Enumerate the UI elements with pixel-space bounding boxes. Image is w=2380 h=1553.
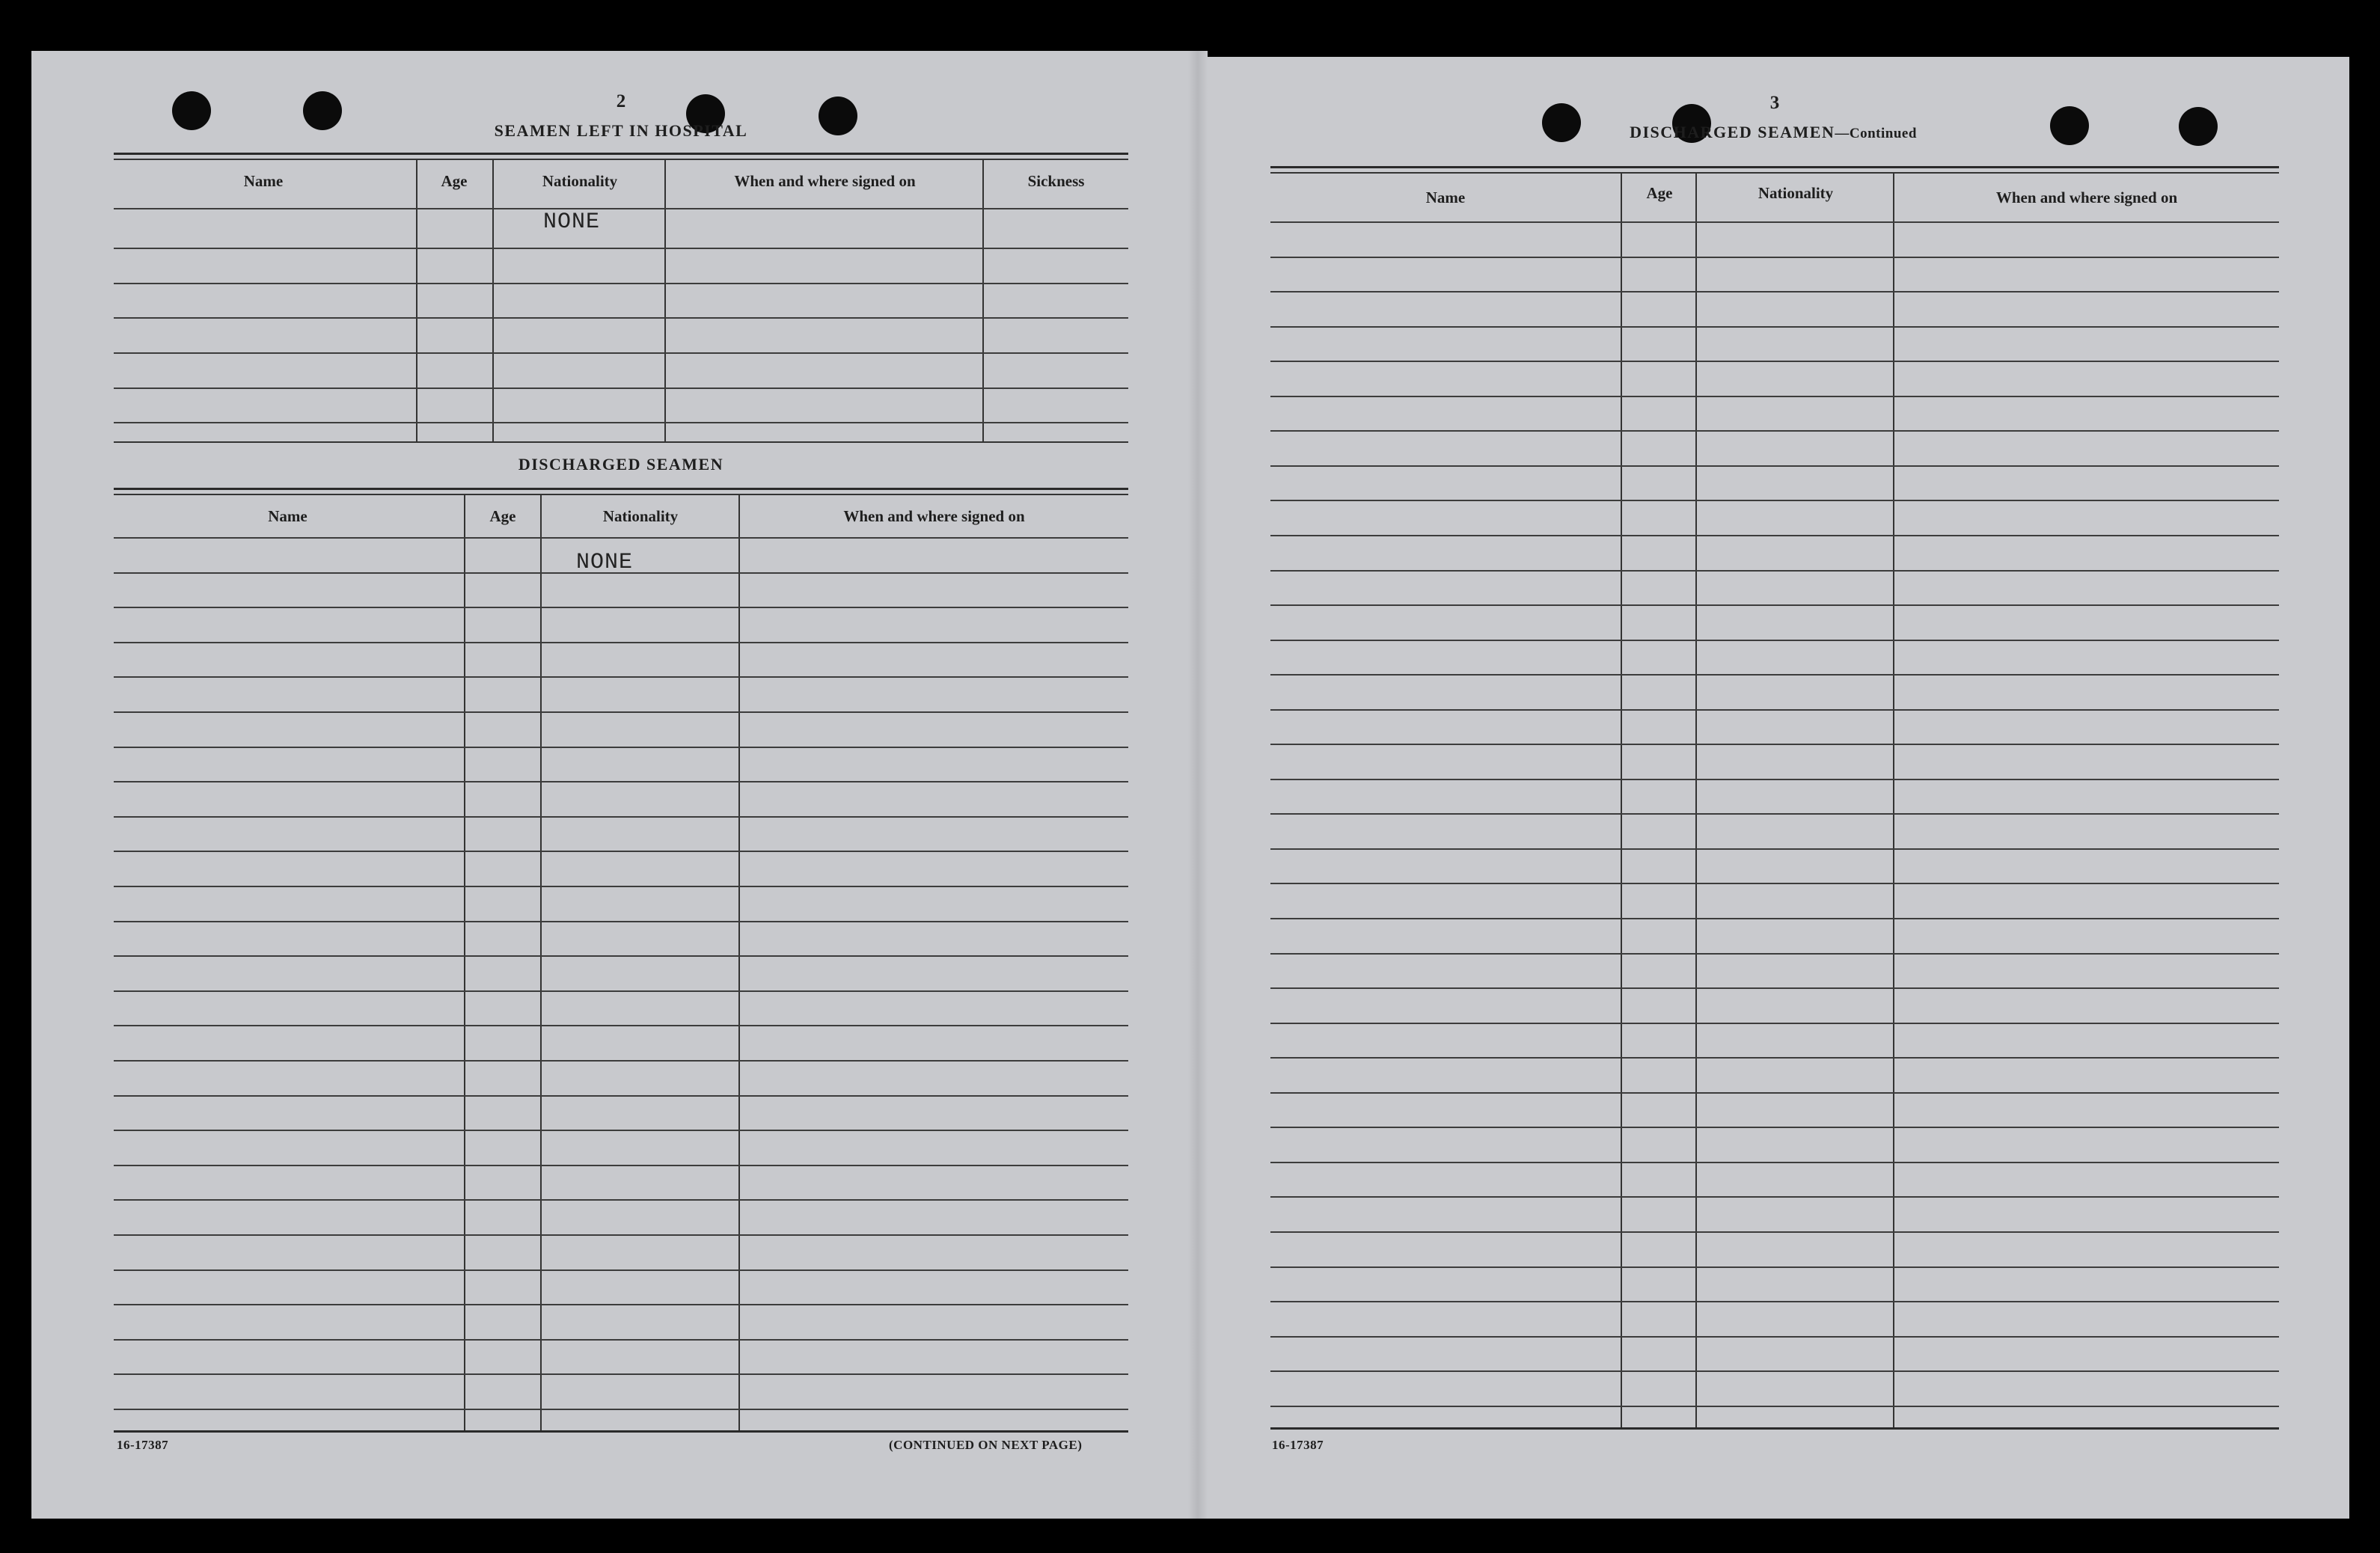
hospital-entry-none: NONE (543, 209, 601, 235)
punch-hole (819, 97, 857, 135)
right-row-line (1270, 396, 2279, 397)
right-row-line (1270, 604, 2279, 606)
right-row-line (1270, 465, 2279, 467)
top-rule (114, 159, 1128, 160)
right-row-line (1270, 640, 2279, 641)
continued-note: (CONTINUED ON NEXT PAGE) (889, 1438, 1083, 1452)
hospital-divider (664, 160, 666, 441)
discharged-row-line (114, 1025, 1128, 1026)
discharged-row-line (114, 1130, 1128, 1131)
right-row-line (1270, 1162, 2279, 1163)
right-row-line (1270, 221, 2279, 223)
discharged-row-line (114, 955, 1128, 957)
discharged-row-line (114, 1373, 1128, 1375)
discharged-row-line (114, 886, 1128, 887)
right-row-line (1270, 1266, 2279, 1268)
discharged-row-line (114, 537, 1128, 539)
right-row-line (1270, 1301, 2279, 1302)
right-col-name: Name (1425, 189, 1466, 206)
discharged-row-line (114, 1165, 1128, 1166)
discharged-section-title: DISCHARGED SEAMEN (518, 455, 724, 474)
top-rule (114, 153, 1128, 155)
hospital-section-title: SEAMEN LEFT IN HOSPITAL (494, 121, 748, 140)
right-row-line (1270, 674, 2279, 676)
section-rule (114, 488, 1128, 490)
hospital-row-line (114, 422, 1128, 423)
hospital-col-age: Age (441, 172, 468, 190)
right-row-line (1270, 1092, 2279, 1094)
hospital-divider (416, 160, 417, 441)
hospital-col-signed-on: When and where signed on (734, 172, 916, 190)
title-main: DISCHARGED SEAMEN (1630, 123, 1835, 141)
title-suffix: —Continued (1835, 126, 1917, 141)
discharged-row-line (114, 1339, 1128, 1341)
hospital-row-line (114, 352, 1128, 354)
hospital-row-line (114, 283, 1128, 284)
punch-hole (303, 91, 342, 130)
discharged-row-line (114, 816, 1128, 818)
discharged-row-line (114, 990, 1128, 992)
discharged-col-nationality: Nationality (602, 507, 679, 525)
top-rule (1270, 166, 2279, 168)
bottom-rule (1270, 1427, 2279, 1430)
hospital-col-sickness: Sickness (1027, 172, 1085, 190)
right-row-line (1270, 953, 2279, 955)
discharged-row-line (114, 711, 1128, 713)
hospital-row-line (114, 317, 1128, 319)
top-rule (1270, 172, 2279, 174)
discharged-row-line (114, 1409, 1128, 1410)
right-row-line (1270, 430, 2279, 432)
discharged-row-line (114, 1060, 1128, 1062)
hospital-col-nationality: Nationality (542, 172, 618, 190)
right-row-line (1270, 257, 2279, 258)
discharged-row-line (114, 747, 1128, 748)
section-rule (114, 494, 1128, 495)
right-row-line (1270, 918, 2279, 919)
form-number: 16-17387 (1272, 1438, 1324, 1452)
right-row-line (1270, 987, 2279, 989)
binding-gutter (1188, 51, 1208, 1519)
form-number: 16-17387 (117, 1438, 169, 1452)
bottom-rule (114, 1430, 1128, 1433)
right-row-line (1270, 1370, 2279, 1372)
discharged-row-line (114, 676, 1128, 678)
right-row-line (1270, 1057, 2279, 1059)
discharged-continued-title (1549, 123, 1998, 142)
discharged-col-age: Age (489, 507, 516, 525)
discharged-row-line (114, 642, 1128, 643)
right-row-line (1270, 291, 2279, 292)
left-page (31, 51, 1199, 1519)
hospital-col-name: Name (243, 172, 284, 190)
discharged-row-line (114, 1234, 1128, 1236)
right-row-line (1270, 1336, 2279, 1338)
punch-hole (172, 91, 211, 130)
discharged-col-name: Name (268, 507, 308, 525)
right-row-line (1270, 326, 2279, 328)
right-col-age: Age (1646, 184, 1673, 202)
right-col-nationality: Nationality (1758, 184, 1834, 202)
section-rule (114, 441, 1128, 443)
discharged-row-line (114, 851, 1128, 852)
discharged-entry-none: NONE (576, 550, 634, 575)
right-row-line (1270, 744, 2279, 745)
discharged-divider (464, 495, 465, 1432)
right-row-line (1270, 361, 2279, 362)
discharged-row-line (114, 607, 1128, 608)
right-row-line (1270, 709, 2279, 711)
right-row-line (1270, 535, 2279, 536)
page-number: 3 (1769, 93, 1780, 113)
discharged-row-line (114, 1095, 1128, 1097)
right-row-line (1270, 1231, 2279, 1233)
right-row-line (1270, 1196, 2279, 1198)
hospital-row-line (114, 248, 1128, 249)
right-col-signed-on: When and where signed on (1995, 189, 2178, 206)
right-row-line (1270, 500, 2279, 501)
hospital-row-line (114, 388, 1128, 389)
discharged-row-line (114, 921, 1128, 922)
right-row-line (1270, 570, 2279, 572)
hospital-divider (492, 160, 494, 441)
right-row-line (1270, 1023, 2279, 1024)
punch-hole (2179, 107, 2218, 146)
hospital-header-rule (114, 208, 1128, 209)
discharged-row-line (114, 1199, 1128, 1201)
discharged-divider (540, 495, 542, 1432)
right-page (1197, 57, 2349, 1519)
hospital-divider (982, 160, 984, 441)
discharged-row-line (114, 1269, 1128, 1271)
right-row-line (1270, 779, 2279, 780)
discharged-row-line (114, 1304, 1128, 1305)
punch-hole (2050, 106, 2089, 145)
right-row-line (1270, 883, 2279, 884)
discharged-divider (738, 495, 740, 1432)
page-number: 2 (616, 91, 626, 111)
right-row-line (1270, 1406, 2279, 1407)
right-row-line (1270, 848, 2279, 850)
discharged-row-line (114, 781, 1128, 782)
right-row-line (1270, 813, 2279, 815)
discharged-col-signed-on: When and where signed on (843, 507, 1025, 525)
right-row-line (1270, 1127, 2279, 1128)
